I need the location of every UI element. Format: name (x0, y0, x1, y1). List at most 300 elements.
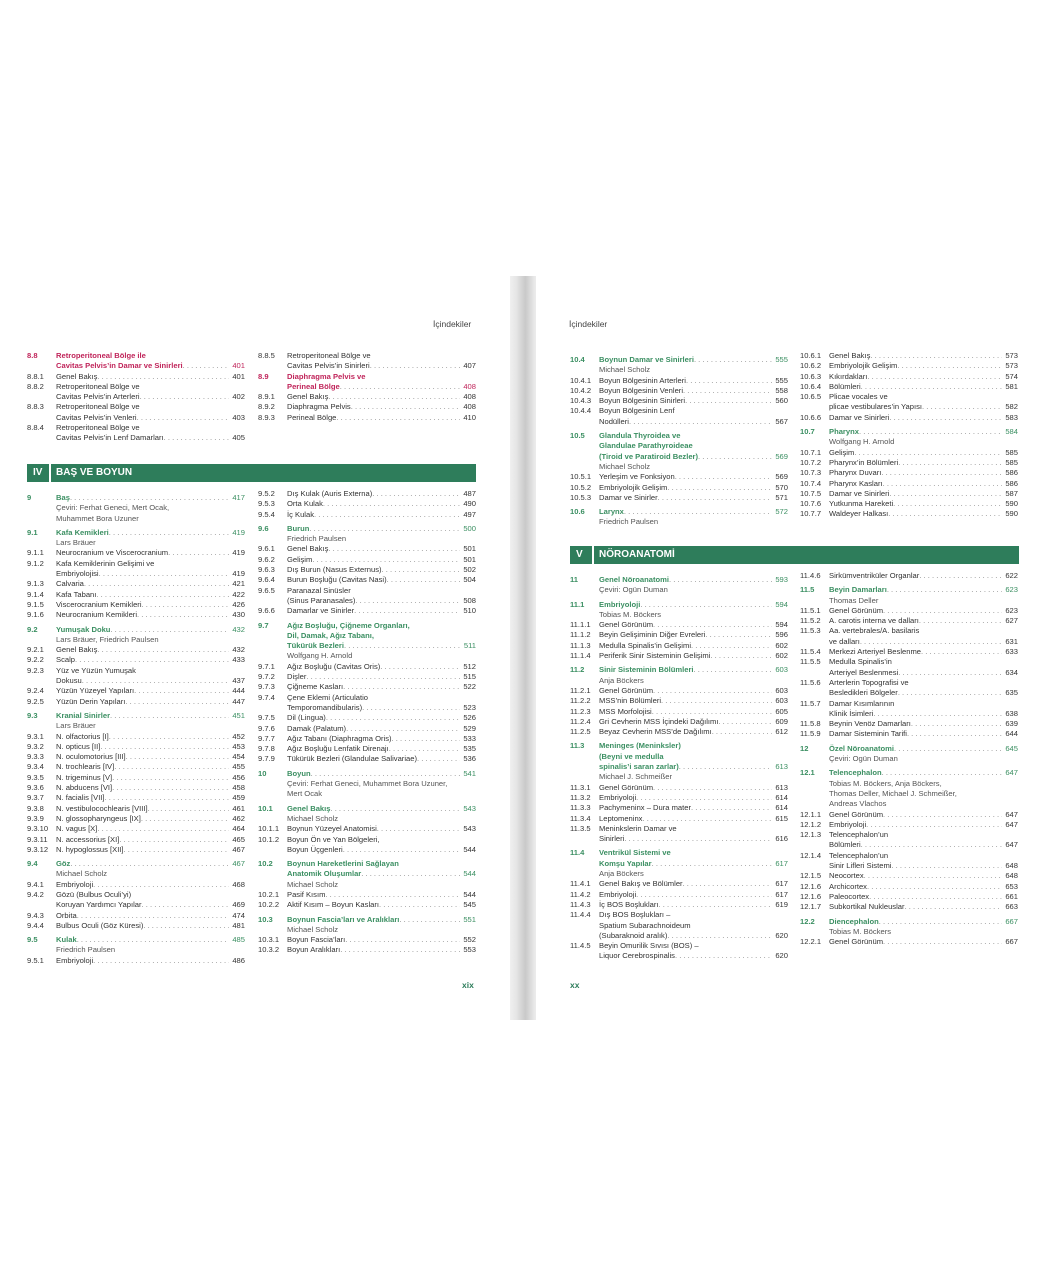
toc-entry (27, 814, 245, 824)
toc-page-number: 585 (1005, 447, 1018, 457)
toc-entry (27, 711, 245, 721)
dot-leader (653, 686, 772, 696)
toc-entry (258, 672, 476, 682)
toc-page-number: 405 (232, 433, 245, 443)
toc-entry-text (287, 935, 476, 945)
dot-leader (137, 413, 230, 423)
toc-entry (27, 625, 245, 635)
dot-leader (861, 840, 1003, 850)
toc-entry-title-line: Perineal Bölge (287, 381, 340, 391)
toc-page-number: 467 (232, 844, 245, 854)
toc-entry-title-line: Burun (287, 523, 310, 533)
toc-entry-title-line: Damar Kısımlarının (829, 698, 895, 708)
toc-entry-last-line (56, 742, 245, 752)
toc-entry-title-line: Genel Görünüm (829, 937, 884, 947)
toc-entry-title-line: Diaphragma Pelvis ve (287, 371, 366, 381)
toc-entry-title-line: Tükürük Bezleri (Glandulae Salivariae) (287, 754, 417, 764)
dot-leader (97, 645, 229, 655)
toc-entry (570, 741, 788, 772)
section-title: NÖROANATOMİ (599, 549, 675, 560)
toc-entry-number: 9.7.3 (258, 682, 275, 692)
toc-entry-title-line: Orta Kulak (287, 499, 323, 509)
toc-entry-last-line (287, 769, 476, 779)
toc-entry-title-line: Genel Bakış (287, 544, 329, 554)
toc-entry-number: 9.6.4 (258, 575, 275, 585)
toc-author: Thomas Deller, Michael J. Schmeißer, (829, 788, 957, 798)
toc-page-number: 648 (1005, 861, 1018, 871)
toc-entry-last-line (56, 413, 245, 423)
toc-entry-text (599, 406, 788, 427)
dot-leader (897, 361, 1002, 371)
toc-entry (27, 732, 245, 742)
toc-entry-text (829, 699, 1018, 720)
toc-page-number: 570 (775, 482, 788, 492)
toc-page-number: 573 (1005, 361, 1018, 371)
toc-page-number: 430 (232, 610, 245, 620)
toc-entry-number: 9.5.3 (258, 499, 275, 509)
toc-entry-last-line (599, 707, 788, 717)
toc-entry (800, 882, 1018, 892)
toc-entry-number: 9.3 (27, 710, 38, 720)
toc-page-number: 453 (232, 741, 245, 751)
toc-entry (27, 804, 245, 814)
toc-entry-text (599, 741, 788, 772)
toc-entry-last-line (56, 569, 245, 579)
toc-entry-title-line: Spatium Subarachnoideum (599, 920, 691, 930)
toc-entry-text (599, 575, 788, 585)
toc-entry-number: 9.6.1 (258, 544, 275, 554)
dot-leader (883, 810, 1002, 820)
toc-entry-text (599, 879, 788, 889)
toc-entry (570, 707, 788, 717)
toc-author: Friedrich Paulsen (599, 517, 659, 527)
toc-entry-number: 9.3.6 (27, 783, 44, 793)
toc-entry-title-line: Çiğneme Kasları (287, 682, 344, 692)
toc-page-number: 486 (232, 955, 245, 965)
toc-entry-title-line: Genel Bakış (287, 803, 331, 813)
toc-entry-text (56, 845, 245, 855)
toc-entry (258, 754, 476, 764)
toc-entry-last-line (56, 814, 245, 824)
toc-entry-number: 11.4.4 (570, 910, 591, 920)
toc-entry-text (287, 859, 476, 880)
dot-leader (867, 882, 1002, 892)
dot-leader (312, 555, 460, 565)
toc-page-number: 614 (775, 803, 788, 813)
toc-entry-text (56, 493, 245, 503)
toc-entry-title-line: Genel Görünüm (599, 685, 654, 695)
toc-entry-text (287, 693, 476, 714)
toc-entry-title-line: Liquor Cerebrospinalis (599, 951, 675, 961)
section-header-bar (570, 546, 1019, 564)
dot-leader (346, 724, 460, 734)
toc-entry (800, 361, 1018, 371)
toc-entry-number: 11.4.5 (570, 941, 591, 951)
toc-entry-title-line: Embriyoloji (599, 889, 637, 899)
toc-entry-number: 9.4.3 (27, 910, 44, 920)
toc-author: Andreas Vlachos (829, 799, 887, 809)
toc-entry-number: 10.3.2 (258, 945, 280, 955)
toc-entry-number: 9.6.6 (258, 606, 275, 616)
toc-entry-number: 12.1.6 (800, 881, 822, 891)
toc-entry-number: 10.3.1 (258, 935, 280, 945)
toc-entry-text (599, 941, 788, 962)
toc-entry-title-line: Genel Görünüm (829, 809, 884, 819)
toc-entry (800, 657, 1018, 678)
dot-leader (119, 835, 229, 845)
toc-column (800, 351, 1018, 520)
toc-entry-number: 9.2 (27, 624, 38, 634)
toc-entry-title-line: Bulbus Oculi (Göz Küresi) (56, 920, 144, 930)
toc-page-number: 474 (232, 910, 245, 920)
toc-entry-last-line (599, 651, 788, 661)
toc-entry-number: 9.3.10 (27, 824, 49, 834)
dot-leader (134, 686, 229, 696)
toc-entry-last-line (599, 879, 788, 889)
toc-entry (258, 413, 476, 423)
toc-entry-number: 12 (800, 743, 809, 753)
toc-entry-title-line: Genel Bakış (829, 351, 871, 360)
toc-entry-last-line (287, 734, 476, 744)
toc-page-number: 622 (1005, 571, 1018, 580)
toc-entry-text (599, 824, 788, 845)
toc-entry-last-line (829, 606, 1018, 616)
toc-entry-text (829, 820, 1018, 830)
toc-page-number: 417 (232, 493, 245, 502)
toc-entry-title-line: Gelişim (287, 554, 313, 564)
dot-leader (380, 662, 460, 672)
toc-entry-text (599, 803, 788, 813)
toc-entry-text (56, 382, 245, 403)
toc-entry-number: 11.4.1 (570, 879, 591, 889)
toc-page-number: 571 (775, 492, 788, 502)
dot-leader (653, 620, 772, 630)
toc-entry-number: 9.5.2 (258, 489, 275, 498)
toc-entry (258, 900, 476, 910)
toc-entry-title-line: Pharynx’in Bölümleri (829, 457, 899, 467)
toc-entry-last-line (56, 935, 245, 945)
toc-entry-number: 9.7.1 (258, 661, 275, 671)
toc-entry-text (287, 621, 476, 652)
toc-page-number: 572 (775, 507, 788, 517)
toc-entry-last-line (287, 392, 476, 402)
toc-entry-text (599, 493, 788, 503)
toc-entry-text (287, 682, 476, 692)
toc-entry-title-line: Pasif Kısım (287, 889, 326, 899)
toc-entry-title-line: İç Kulak (287, 509, 315, 519)
toc-entry-last-line (56, 528, 245, 538)
toc-page-number: 459 (232, 793, 245, 803)
toc-page-number: 485 (232, 935, 245, 945)
toc-entry-title-line: Beyin Gelişiminin Diğer Evreleri (599, 630, 706, 640)
toc-entry-title-line: N. vagus [X] (56, 824, 98, 834)
toc-entry-text (599, 641, 788, 651)
dot-leader (345, 935, 460, 945)
toc-entry-last-line (599, 900, 788, 910)
toc-entry-number: 11.5 (800, 585, 815, 595)
dot-leader (922, 402, 1002, 412)
toc-entry-last-line (829, 468, 1018, 478)
dot-leader (110, 625, 229, 635)
dot-leader (142, 600, 230, 610)
toc-entry-text (829, 468, 1018, 478)
toc-entry-last-line (56, 361, 245, 371)
toc-entry-number: 10.2.2 (258, 900, 280, 910)
toc-entry-title-line: Boyun Bölgesinin Venleri (599, 385, 684, 395)
toc-entry-title-line: N. accessorius [XI] (56, 834, 120, 844)
toc-page-number: 620 (775, 951, 788, 961)
dot-leader (640, 600, 772, 610)
toc-entry-number: 9.1.3 (27, 579, 44, 589)
toc-entry-text (829, 382, 1018, 392)
toc-entry (27, 773, 245, 783)
toc-entry-number: 9.3.7 (27, 793, 44, 803)
toc-entry-number: 9.7.5 (258, 713, 275, 723)
toc-entry-title-line: Boyun Üçgenleri (287, 844, 343, 854)
toc-entry (27, 835, 245, 845)
toc-entry-number: 10.7.2 (800, 457, 822, 467)
toc-page-number: 602 (775, 640, 788, 650)
toc-entry-title-line: Kulak (56, 935, 77, 945)
section-number: V (576, 549, 583, 560)
toc-page-number: 403 (232, 412, 245, 422)
toc-entry-last-line (56, 686, 245, 696)
toc-entry-last-line (287, 672, 476, 682)
toc-page-number: 586 (1005, 478, 1018, 488)
toc-entry-title-line: Pharynx (829, 427, 859, 437)
toc-entry (258, 586, 476, 607)
dot-leader (867, 372, 1002, 382)
toc-entry-title-line: Sirkümventriküler Organlar (829, 571, 920, 580)
toc-entry (800, 937, 1018, 947)
toc-entry-last-line (829, 361, 1018, 371)
dot-leader (679, 762, 773, 772)
toc-entry-last-line (599, 717, 788, 727)
toc-page-number: 510 (463, 606, 476, 616)
toc-entry-text (56, 528, 245, 538)
dot-leader (124, 845, 230, 855)
dot-leader (164, 433, 230, 443)
toc-entry-text (829, 499, 1018, 509)
toc-entry-title-line: ve dalları (829, 636, 860, 646)
toc-entry-last-line (287, 524, 476, 534)
toc-page-number: 583 (1005, 412, 1018, 422)
toc-entry-last-line (287, 703, 476, 713)
toc-entry-title-line: Subkortikal Nukleuslar (829, 902, 905, 912)
toc-entry-text (56, 890, 245, 911)
toc-entry-last-line (287, 935, 476, 945)
toc-page-number: 553 (463, 945, 476, 955)
toc-entry-title-line: Aktif Kısım – Boyun Kasları (287, 900, 380, 910)
dot-leader (377, 824, 461, 834)
toc-entry-number: 10.4.3 (570, 396, 592, 406)
toc-author: Çeviri: Ferhat Geneci, Muhammet Bora Uzuner, (287, 779, 448, 789)
toc-entry-number: 9.1.5 (27, 599, 44, 609)
toc-entry-text (599, 717, 788, 727)
toc-entry-title-line: N. trigeminus [V] (56, 772, 113, 782)
toc-entry-title-line: Burun Boşluğu (Cavitas Nasi) (287, 575, 387, 585)
toc-entry-last-line (287, 682, 476, 692)
toc-entry-number: 10.5.3 (570, 492, 592, 502)
toc-entry-number: 9.3.5 (27, 772, 44, 782)
toc-entry-title-line: Archicortex (829, 881, 867, 891)
toc-entry-last-line (829, 861, 1018, 871)
toc-entry-number: 11.2.4 (570, 716, 591, 726)
toc-page-number: 437 (232, 676, 245, 686)
toc-entry-last-line (56, 835, 245, 845)
dot-leader (70, 493, 229, 503)
toc-entry-text (56, 645, 245, 655)
toc-entry (570, 814, 788, 824)
toc-entry (27, 911, 245, 921)
toc-entry-number: 11.4.6 (800, 571, 821, 580)
toc-page-number: 639 (1005, 719, 1018, 729)
dot-leader (379, 900, 460, 910)
toc-entry-number: 10.5.1 (570, 472, 592, 482)
toc-entry-last-line (56, 956, 245, 966)
dot-leader (314, 510, 460, 520)
toc-entry-title-line: Yüz ve Yüzün Yumuşak (56, 665, 136, 675)
toc-page-number: 456 (232, 772, 245, 782)
toc-entry (570, 483, 788, 493)
toc-entry-text (599, 600, 788, 610)
toc-page-number: 533 (463, 733, 476, 743)
toc-entry-last-line (56, 773, 245, 783)
toc-entry-text (829, 361, 1018, 371)
toc-entry-last-line (287, 754, 476, 764)
toc-entry-number: 9.3.8 (27, 803, 44, 813)
toc-page-number: 501 (463, 554, 476, 564)
toc-entry (27, 880, 245, 890)
dot-leader (399, 915, 460, 925)
dot-leader (109, 528, 230, 538)
toc-entry (27, 590, 245, 600)
toc-entry-title-line: MSS Morfolojisi (599, 706, 652, 716)
toc-entry-number: 9 (27, 493, 32, 502)
toc-entry (258, 621, 476, 652)
toc-column (570, 351, 788, 528)
toc-entry-title-line: Medulla Spinalis’in (829, 657, 892, 667)
toc-entry-text (599, 793, 788, 803)
toc-entry-title-line: Damar ve Sinirleri (829, 488, 890, 498)
toc-entry-text (287, 586, 476, 607)
toc-entry (570, 355, 788, 365)
toc-entry-number: 11.3.5 (570, 823, 591, 833)
toc-page-number: 584 (1005, 427, 1018, 437)
toc-entry-number: 9.7.4 (258, 692, 275, 702)
toc-entry-number: 10.7.6 (800, 499, 822, 509)
toc-entry (800, 851, 1018, 872)
toc-entry-last-line (829, 937, 1018, 947)
toc-page-number: 620 (775, 930, 788, 940)
toc-entry (27, 559, 245, 580)
toc-entry-last-line (599, 890, 788, 900)
toc-entry-number: 11.5.8 (800, 719, 821, 729)
toc-page-number: 426 (232, 599, 245, 609)
dot-leader (362, 703, 460, 713)
toc-entry-number: 8.9 (258, 371, 269, 381)
toc-entry-title-line: Meninges (Meninksler) (599, 741, 681, 751)
toc-entry-title-line: Dış Kulak (Auris Externa) (287, 489, 373, 498)
toc-page-number: 529 (463, 723, 476, 733)
toc-page-number: 447 (232, 696, 245, 706)
dot-leader (82, 676, 230, 686)
toc-page-number: 543 (463, 824, 476, 834)
toc-page-number: 647 (1005, 840, 1018, 850)
toc-entry-text (829, 479, 1018, 489)
toc-page-number: 613 (775, 762, 788, 772)
toc-entry (800, 351, 1018, 361)
toc-entry-title-line: Dokusu (56, 676, 82, 686)
toc-entry-number: 9.1.1 (27, 548, 44, 558)
toc-entry-last-line (599, 417, 788, 427)
toc-entry-number: 9.7.6 (258, 723, 275, 733)
toc-entry (800, 892, 1018, 902)
dot-leader (661, 696, 772, 706)
toc-entry-last-line (829, 744, 1018, 754)
dot-leader (911, 719, 1002, 729)
toc-entry (258, 351, 476, 372)
toc-entry-last-line (829, 840, 1018, 850)
toc-entry-text (56, 814, 245, 824)
toc-entry-title-line: Genel Nöroanatomi (599, 575, 670, 584)
toc-entry (27, 686, 245, 696)
toc-page-number: 464 (232, 824, 245, 834)
toc-entry-text (829, 830, 1018, 851)
toc-entry-text (829, 871, 1018, 881)
toc-page-number: 638 (1005, 708, 1018, 718)
toc-entry-text (829, 372, 1018, 382)
toc-entry-number: 10.1 (258, 803, 273, 813)
dot-leader (336, 413, 460, 423)
dot-leader (77, 935, 230, 945)
toc-entry-title-line: Yüzün Yüzeyel Yapıları (56, 686, 135, 696)
toc-entry (258, 804, 476, 814)
page-header: İçindekiler (569, 319, 608, 329)
toc-entry-title-line: Cavitas Pelvis’in Damar ve Sinirleri (56, 361, 183, 371)
toc-entry-number: 9.5 (27, 935, 38, 945)
toc-entry (800, 719, 1018, 729)
toc-entry-title-line: Çene Eklemi (Articulatio (287, 692, 369, 702)
toc-entry-text (56, 697, 245, 707)
toc-entry (800, 392, 1018, 413)
toc-author: Anja Böckers (599, 869, 644, 879)
toc-entry-number: 12.1.1 (800, 809, 822, 819)
toc-entry-number: 8.8.3 (27, 402, 44, 412)
toc-entry-last-line (599, 696, 788, 706)
toc-author: Anja Böckers (599, 675, 644, 685)
toc-entry-text (829, 585, 1018, 595)
toc-entry-number: 10.6.1 (800, 351, 822, 360)
toc-entry (27, 824, 245, 834)
toc-entry-number: 9.7.9 (258, 754, 275, 764)
toc-entry-title-line: Genel Bakış (287, 392, 329, 402)
toc-entry-text (829, 509, 1018, 519)
toc-entry-text (287, 499, 476, 509)
dot-leader (883, 606, 1002, 616)
toc-page-number: 481 (232, 920, 245, 930)
toc-entry-last-line (287, 804, 476, 814)
dot-leader (93, 880, 229, 890)
dot-leader (870, 351, 1002, 361)
toc-entry-last-line (599, 620, 788, 630)
toc-page-number: 401 (232, 361, 245, 371)
toc-entry-number: 10.3 (258, 914, 273, 924)
toc-entry-title-line: Koruyan Yardımcı Yapılar (56, 900, 142, 910)
toc-entry-title-line: Genel Görünüm (599, 620, 654, 630)
dot-leader (328, 392, 460, 402)
toc-entry-number: 10.7.5 (800, 488, 822, 498)
